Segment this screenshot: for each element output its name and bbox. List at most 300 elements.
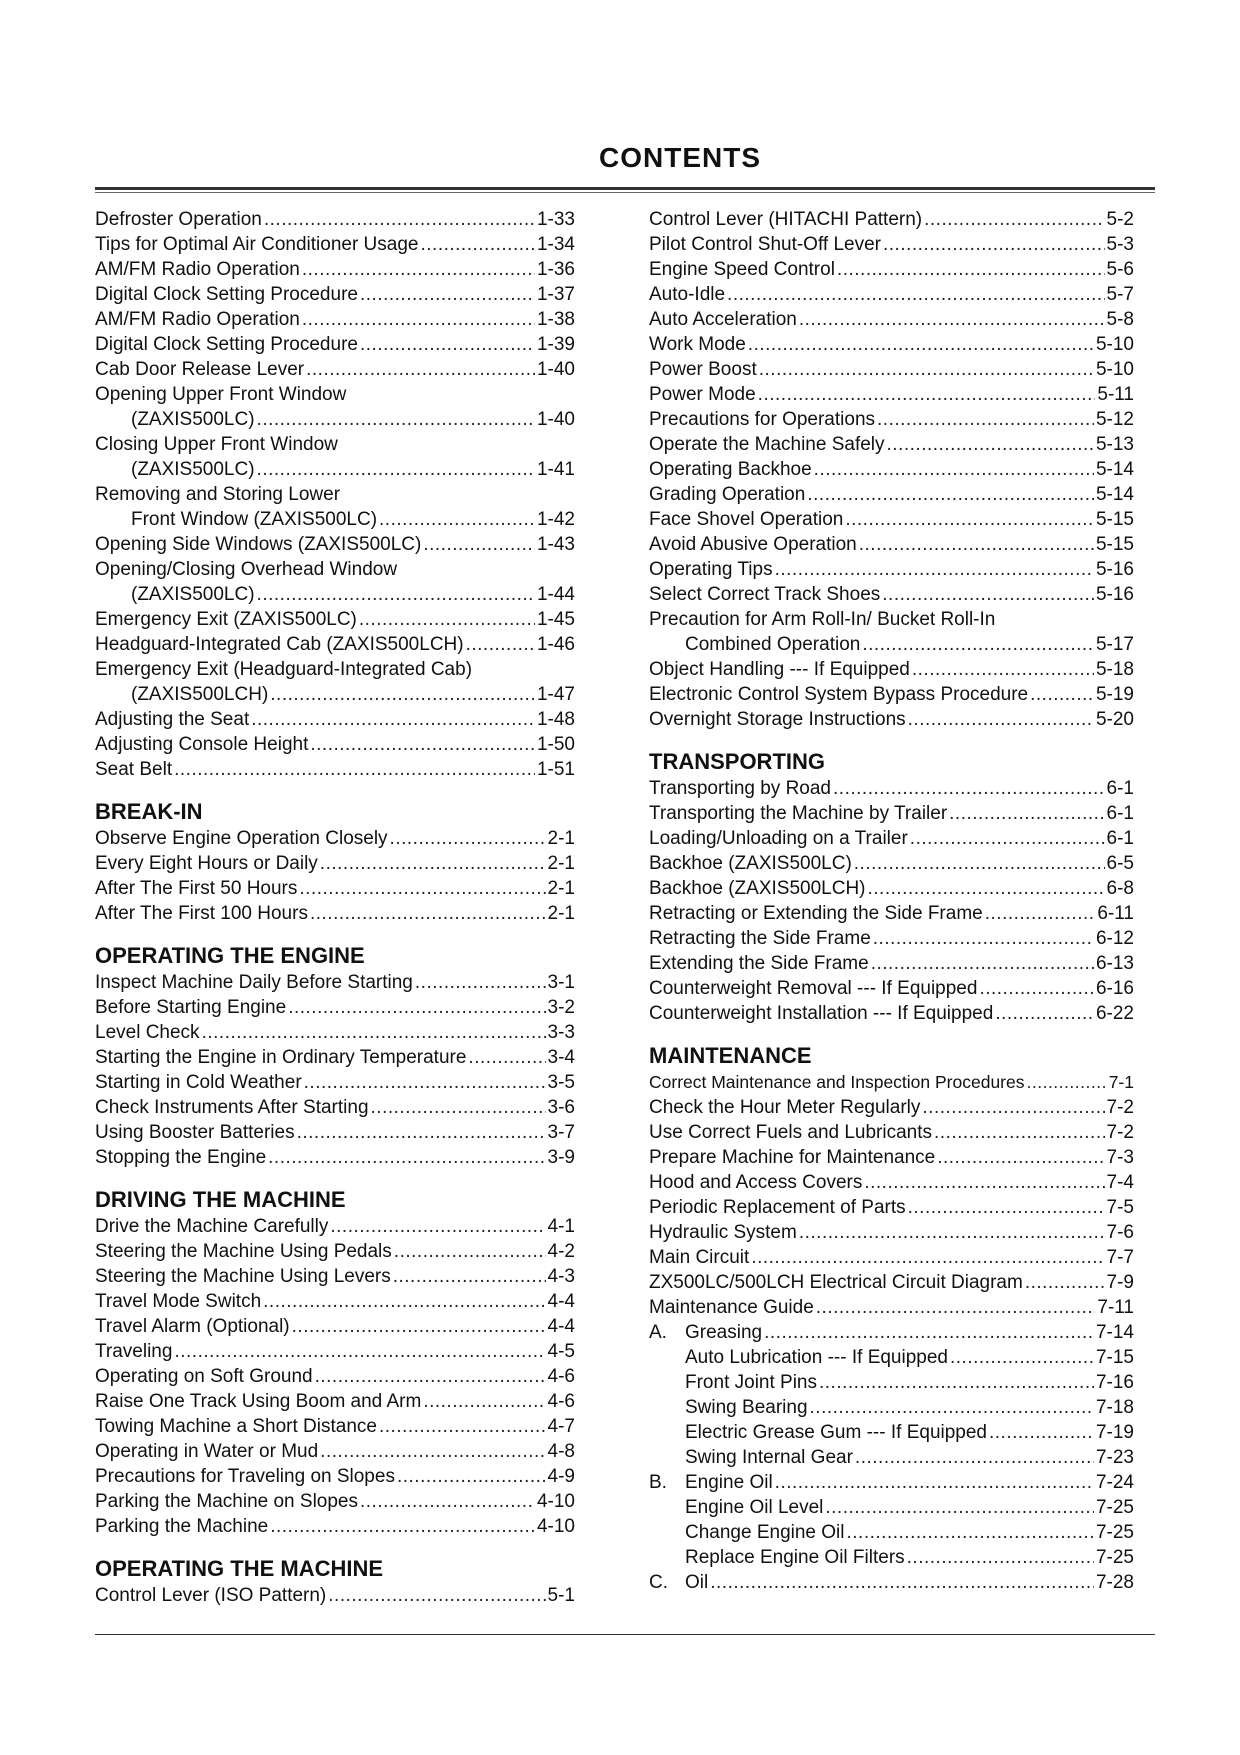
dot-leader	[751, 1245, 1104, 1270]
toc-entry[interactable]	[649, 282, 1134, 307]
toc-entry-title: Retracting the Side Frame	[649, 928, 871, 949]
toc-entry[interactable]	[649, 682, 1134, 707]
dot-leader	[304, 1070, 546, 1095]
toc-entry-title: Auto Acceleration	[649, 309, 797, 330]
toc-entry-title: AM/FM Radio Operation	[95, 259, 300, 280]
dot-leader	[302, 307, 535, 332]
toc-entry[interactable]	[649, 1095, 1134, 1120]
toc-entry-page: 1-39	[536, 334, 575, 355]
toc-entry-page: 7-25	[1095, 1522, 1134, 1543]
dot-leader	[854, 851, 1105, 876]
toc-entry-title: Backhoe (ZAXIS500LC)	[649, 853, 852, 874]
toc-entry-page: 4-6	[547, 1391, 575, 1412]
dot-leader	[748, 332, 1094, 357]
toc-entry[interactable]	[649, 457, 1134, 482]
toc-entry-title: Loading/Unloading on a Trailer	[649, 828, 908, 849]
bottom-rule	[95, 1634, 1155, 1635]
toc-entry-page: 7-16	[1095, 1372, 1134, 1393]
toc-entry-page: 7-11	[1097, 1297, 1134, 1318]
toc-entry-title: Operating on Soft Ground	[95, 1366, 313, 1387]
toc-entry-page: 5-6	[1106, 259, 1134, 280]
toc-entry[interactable]	[649, 1520, 1134, 1545]
dot-leader	[306, 357, 535, 382]
toc-entry-title: Starting in Cold Weather	[95, 1072, 302, 1093]
toc-entry[interactable]	[95, 1339, 575, 1364]
dot-leader	[320, 1439, 545, 1464]
toc-entry-page: 5-15	[1095, 534, 1134, 555]
toc-entry-title: Electric Grease Gum --- If Equipped	[685, 1422, 987, 1443]
toc-entry[interactable]	[649, 1245, 1134, 1270]
dot-leader	[845, 507, 1094, 532]
dot-leader	[825, 1495, 1094, 1520]
toc-entry[interactable]	[649, 257, 1134, 282]
dot-leader	[310, 901, 546, 926]
toc-entry[interactable]	[649, 1270, 1134, 1295]
toc-entry-title: Check the Hour Meter Regularly	[649, 1097, 921, 1118]
toc-entry[interactable]	[95, 970, 575, 995]
toc-entry-title: Face Shovel Operation	[649, 509, 844, 530]
toc-entry-page: 7-4	[1106, 1172, 1134, 1193]
dot-leader	[393, 1264, 546, 1289]
toc-entry-title: Work Mode	[649, 334, 746, 355]
toc-entry-page: 4-7	[547, 1416, 575, 1437]
dot-leader	[415, 970, 546, 995]
toc-entry-page: 3-5	[547, 1072, 575, 1093]
toc-entry-title: Power Boost	[649, 359, 757, 380]
toc-entry-title: Opening Side Windows (ZAXIS500LC)	[95, 534, 422, 555]
toc-entry-title: Control Lever (HITACHI Pattern)	[649, 209, 923, 230]
toc-entry[interactable]	[649, 1001, 1134, 1026]
toc-entry[interactable]	[95, 1389, 575, 1414]
toc-entry-page: 7-18	[1095, 1397, 1134, 1418]
dot-leader	[423, 532, 535, 557]
toc-entry[interactable]	[95, 607, 575, 632]
toc-entry[interactable]	[649, 1395, 1134, 1420]
toc-entry[interactable]	[95, 1583, 575, 1608]
toc-entry[interactable]	[649, 1470, 1134, 1495]
toc-entry-page: 6-13	[1095, 953, 1134, 974]
toc-entry-text	[649, 1570, 708, 1595]
dot-leader	[764, 1320, 1094, 1345]
toc-entry-page: 6-1	[1106, 778, 1134, 799]
toc-entry[interactable]	[95, 1214, 575, 1239]
toc-entry-title: Change Engine Oil	[685, 1522, 845, 1543]
toc-entry[interactable]	[649, 432, 1134, 457]
toc-entry[interactable]	[95, 307, 575, 332]
toc-entry-page: 7-6	[1106, 1222, 1134, 1243]
dot-leader	[270, 682, 535, 707]
toc-entry[interactable]	[649, 976, 1134, 1001]
toc-right-column	[649, 207, 1134, 1595]
dot-leader	[883, 232, 1105, 257]
toc-entry-title: Digital Clock Setting Procedure	[95, 334, 358, 355]
toc-entry-page: 5-14	[1095, 459, 1134, 480]
toc-entry[interactable]	[95, 1364, 575, 1389]
toc-entry[interactable]	[95, 995, 575, 1020]
toc-entry-title: (ZAXIS500LCH)	[131, 684, 269, 705]
dot-leader	[873, 926, 1094, 951]
toc-entry-title: Swing Bearing	[685, 1397, 808, 1418]
toc-entry[interactable]	[95, 826, 575, 851]
dot-leader	[468, 1045, 545, 1070]
toc-entry-letter: A.	[649, 1322, 667, 1343]
dot-leader	[1025, 1270, 1105, 1295]
toc-entry-page: 5-13	[1095, 434, 1134, 455]
toc-entry[interactable]	[649, 776, 1134, 801]
toc-entry[interactable]	[95, 1314, 575, 1339]
dot-leader	[807, 482, 1094, 507]
section-heading-transporting: TRANSPORTING	[649, 749, 825, 774]
toc-entry-title: Steering the Machine Using Levers	[95, 1266, 391, 1287]
toc-entry-title: Closing Upper Front Window	[95, 434, 338, 455]
toc-entry-title: Grading Operation	[649, 484, 806, 505]
toc-entry[interactable]	[95, 1439, 575, 1464]
dot-leader	[423, 1389, 545, 1414]
dot-leader	[328, 1583, 545, 1608]
toc-entry	[95, 482, 575, 507]
toc-entry[interactable]	[649, 876, 1134, 901]
dot-leader	[174, 1339, 545, 1364]
toc-entry[interactable]	[95, 582, 575, 607]
toc-entry[interactable]	[649, 801, 1134, 826]
toc-entry[interactable]	[95, 1289, 575, 1314]
toc-entry[interactable]	[649, 1545, 1134, 1570]
dot-leader	[359, 607, 535, 632]
toc-entry-title: Removing and Storing Lower	[95, 484, 341, 505]
toc-entry[interactable]	[95, 1070, 575, 1095]
toc-entry-title: Using Booster Batteries	[95, 1122, 295, 1143]
toc-entry[interactable]	[649, 657, 1134, 682]
toc-entry-page: 6-8	[1106, 878, 1134, 899]
dot-leader	[371, 1095, 546, 1120]
toc-entry-title: Operating in Water or Mud	[95, 1441, 319, 1462]
toc-entry[interactable]	[649, 582, 1134, 607]
toc-entry-page: 6-1	[1106, 803, 1134, 824]
toc-entry-page: 6-12	[1095, 928, 1134, 949]
toc-entry[interactable]	[95, 876, 575, 901]
toc-entry-title: Operating Tips	[649, 559, 773, 580]
dot-leader	[908, 707, 1094, 732]
toc-entry[interactable]	[649, 557, 1134, 582]
toc-entry	[649, 607, 1134, 632]
toc-entry-title: Raise One Track Using Boom and Arm	[95, 1391, 422, 1412]
toc-entry[interactable]	[95, 457, 575, 482]
toc-entry-title: Stopping the Engine	[95, 1147, 267, 1168]
toc-entry-title: After The First 100 Hours	[95, 903, 308, 924]
toc-entry-title: Parking the Machine on Slopes	[95, 1491, 358, 1512]
toc-entry[interactable]	[95, 901, 575, 926]
toc-entry[interactable]	[95, 1514, 575, 1539]
toc-entry-page: 3-2	[547, 997, 575, 1018]
toc-entry-page: 3-6	[547, 1097, 575, 1118]
toc-entry-title: Check Instruments After Starting	[95, 1097, 369, 1118]
dot-leader	[910, 826, 1105, 851]
toc-entry[interactable]	[95, 1120, 575, 1145]
toc-entry-page: 4-4	[547, 1291, 575, 1312]
toc-entry-text	[649, 1470, 773, 1495]
dot-leader	[985, 901, 1096, 926]
toc-entry-title: Cab Door Release Lever	[95, 359, 305, 380]
toc-entry-title: Headguard-Integrated Cab (ZAXIS500LCH)	[95, 634, 464, 655]
dot-leader	[299, 876, 545, 901]
toc-entry-page: 5-14	[1095, 484, 1134, 505]
toc-entry[interactable]	[95, 332, 575, 357]
toc-entry-page: 7-14	[1095, 1322, 1134, 1343]
toc-entry[interactable]	[95, 507, 575, 532]
dot-leader	[710, 1570, 1094, 1595]
toc-entry-page: 7-25	[1095, 1497, 1134, 1518]
toc-entry[interactable]	[649, 357, 1134, 382]
toc-entry[interactable]	[95, 632, 575, 657]
toc-entry[interactable]	[649, 1445, 1134, 1470]
toc-entry-title: Main Circuit	[649, 1247, 750, 1268]
toc-entry[interactable]	[649, 851, 1134, 876]
toc-entry-title: Overnight Storage Instructions	[649, 709, 906, 730]
section-heading-operating-the-machine: OPERATING THE MACHINE	[95, 1556, 384, 1581]
toc-entry-title: Inspect Machine Daily Before Starting	[95, 972, 413, 993]
toc-entry-title: Opening/Closing Overhead Window	[95, 559, 398, 580]
toc-entry-title: Precaution for Arm Roll-In/ Bucket Roll-In	[649, 609, 996, 630]
toc-entry-title: Avoid Abusive Operation	[649, 534, 857, 555]
dot-leader	[758, 382, 1096, 407]
toc-entry[interactable]	[649, 707, 1134, 732]
toc-entry-title: Hydraulic System	[649, 1222, 797, 1243]
toc-entry-page: 5-20	[1095, 709, 1134, 730]
toc-entry-page: 4-4	[547, 1316, 575, 1337]
toc-entry-title: Backhoe (ZAXIS500LCH)	[649, 878, 866, 899]
toc-left-column	[95, 207, 575, 1608]
dot-leader	[937, 1145, 1104, 1170]
toc-entry-page: 5-11	[1097, 384, 1134, 405]
toc-entry-title: Front Joint Pins	[685, 1372, 817, 1393]
toc-entry	[95, 432, 575, 457]
toc-entry	[95, 557, 575, 582]
dot-leader	[934, 1120, 1105, 1145]
toc-entry[interactable]	[649, 1345, 1134, 1370]
toc-entry-title: Auto-Idle	[649, 284, 726, 305]
toc-entry-title: Engine Speed Control	[649, 259, 835, 280]
toc-entry[interactable]	[649, 901, 1134, 926]
dot-leader	[864, 1170, 1104, 1195]
toc-entry[interactable]	[649, 1195, 1134, 1220]
toc-entry-page: 1-34	[536, 234, 575, 255]
toc-entry-page: 7-23	[1095, 1447, 1134, 1468]
toc-entry[interactable]	[649, 407, 1134, 432]
toc-entry-title: Select Correct Track Shoes	[649, 584, 881, 605]
toc-entry-page: 5-10	[1095, 334, 1134, 355]
toc-entry[interactable]	[649, 307, 1134, 332]
toc-entry[interactable]	[649, 1120, 1134, 1145]
toc-entry-title: Defroster Operation	[95, 209, 262, 230]
toc-entry[interactable]	[649, 207, 1134, 232]
toc-entry-title: Retracting or Extending the Side Frame	[649, 903, 983, 924]
dot-leader	[775, 1470, 1094, 1495]
toc-entry-page: 4-8	[547, 1441, 575, 1462]
toc-entry[interactable]	[649, 382, 1134, 407]
toc-entry[interactable]	[95, 1414, 575, 1439]
toc-entry[interactable]	[649, 332, 1134, 357]
toc-entry-title: Front Window (ZAXIS500LC)	[131, 509, 378, 530]
toc-entry-title: Opening Upper Front Window	[95, 384, 347, 405]
dot-leader	[310, 732, 535, 757]
dot-leader	[420, 232, 534, 257]
dot-leader	[379, 1414, 546, 1439]
toc-entry-page: 7-24	[1095, 1472, 1134, 1493]
toc-entry[interactable]	[649, 1570, 1134, 1595]
dot-leader	[1030, 682, 1094, 707]
toc-entry-page: 1-40	[536, 409, 575, 430]
toc-entry[interactable]	[95, 1045, 575, 1070]
toc-entry-title: AM/FM Radio Operation	[95, 309, 300, 330]
toc-entry-page: 1-45	[536, 609, 575, 630]
toc-entry-title: Hood and Access Covers	[649, 1172, 863, 1193]
toc-entry-page: 2-1	[547, 853, 575, 874]
toc-entry-page: 6-16	[1095, 978, 1134, 999]
dot-leader	[174, 757, 535, 782]
toc-entry[interactable]	[95, 1239, 575, 1264]
toc-entry-page: 3-4	[547, 1047, 575, 1068]
toc-entry-title: Periodic Replacement of Parts	[649, 1197, 906, 1218]
toc-entry-page: 4-2	[547, 1241, 575, 1262]
toc-entry-page: 6-5	[1106, 853, 1134, 874]
dot-leader	[819, 1370, 1094, 1395]
dot-leader	[950, 1345, 1094, 1370]
toc-entry-page: 5-15	[1095, 509, 1134, 530]
toc-entry[interactable]	[649, 232, 1134, 257]
toc-entry-page: 7-7	[1106, 1247, 1134, 1268]
toc-entry-page: 5-12	[1095, 409, 1134, 430]
dot-leader	[847, 1520, 1094, 1545]
toc-entry[interactable]	[649, 1170, 1134, 1195]
toc-entry[interactable]	[649, 951, 1134, 976]
dot-leader	[397, 1464, 546, 1489]
toc-entry-title: Digital Clock Setting Procedure	[95, 284, 358, 305]
dot-leader	[360, 332, 535, 357]
toc-entry[interactable]	[95, 1489, 575, 1514]
toc-entry[interactable]	[649, 1145, 1134, 1170]
toc-entry-title: Transporting by Road	[649, 778, 832, 799]
toc-entry[interactable]	[95, 232, 575, 257]
dot-leader	[264, 207, 535, 232]
toc-entry[interactable]	[649, 632, 1134, 657]
toc-entry[interactable]	[649, 482, 1134, 507]
toc-entry-page: 5-7	[1106, 284, 1134, 305]
toc-entry-title: (ZAXIS500LC)	[131, 584, 255, 605]
toc-entry-page: 3-1	[547, 972, 575, 993]
dot-leader	[775, 557, 1094, 582]
toc-entry-page: 5-17	[1095, 634, 1134, 655]
dot-leader	[390, 826, 546, 851]
dot-leader	[202, 1020, 546, 1045]
toc-entry[interactable]	[95, 851, 575, 876]
toc-entry[interactable]	[649, 1495, 1134, 1520]
dot-leader	[727, 282, 1104, 307]
toc-entry[interactable]	[95, 257, 575, 282]
toc-entry-page: 1-37	[536, 284, 575, 305]
toc-entry-page: 1-43	[536, 534, 575, 555]
toc-entry[interactable]	[95, 1264, 575, 1289]
toc-entry-page: 1-51	[536, 759, 575, 780]
toc-entry-page: 1-40	[536, 359, 575, 380]
toc-entry-title: ZX500LC/500LCH Electrical Circuit Diagram	[649, 1272, 1023, 1293]
dot-leader	[907, 1545, 1094, 1570]
toc-entry-letter: B.	[649, 1472, 667, 1493]
dot-leader	[263, 1289, 545, 1314]
toc-entry[interactable]	[649, 1420, 1134, 1445]
toc-entry-page: 1-47	[536, 684, 575, 705]
toc-entry-page: 5-8	[1106, 309, 1134, 330]
toc-entry[interactable]	[95, 532, 575, 557]
toc-entry-title: Steering the Machine Using Pedals	[95, 1241, 392, 1262]
toc-entry-title: Operating Backhoe	[649, 459, 812, 480]
toc-entry[interactable]	[649, 826, 1134, 851]
toc-entry[interactable]	[95, 357, 575, 382]
toc-entry[interactable]	[95, 282, 575, 307]
dot-leader	[1027, 1070, 1107, 1095]
toc-entry[interactable]	[95, 1464, 575, 1489]
toc-entry-page: 1-38	[536, 309, 575, 330]
toc-entry[interactable]	[95, 707, 575, 732]
toc-entry-title: Drive the Machine Carefully	[95, 1216, 329, 1237]
toc-entry-title: Greasing	[685, 1322, 763, 1343]
toc-entry-title: Oil	[685, 1572, 709, 1593]
toc-entry-title: Control Lever (ISO Pattern)	[95, 1585, 327, 1606]
toc-entry[interactable]	[95, 732, 575, 757]
toc-entry[interactable]	[649, 507, 1134, 532]
toc-entry-title: Traveling	[95, 1341, 173, 1362]
toc-entry[interactable]	[95, 1095, 575, 1120]
toc-entry[interactable]	[95, 1020, 575, 1045]
toc-entry[interactable]	[95, 757, 575, 782]
toc-entry-title: Travel Mode Switch	[95, 1291, 262, 1312]
toc-entry-page: 5-19	[1095, 684, 1134, 705]
toc-entry-title: Level Check	[95, 1022, 200, 1043]
toc-entry[interactable]	[649, 532, 1134, 557]
toc-entry-page: 5-10	[1095, 359, 1134, 380]
dot-leader	[379, 507, 535, 532]
toc-entry[interactable]	[649, 1220, 1134, 1245]
dot-leader	[912, 657, 1094, 682]
toc-entry[interactable]	[649, 1370, 1134, 1395]
toc-entry[interactable]	[649, 1070, 1134, 1095]
dot-leader	[292, 1314, 546, 1339]
toc-entry[interactable]	[649, 1295, 1134, 1320]
page-title: CONTENTS	[599, 142, 761, 173]
toc-entry-page: 1-48	[536, 709, 575, 730]
dot-leader	[394, 1239, 546, 1264]
dot-leader	[251, 707, 535, 732]
toc-entry-title: Precautions for Traveling on Slopes	[95, 1466, 395, 1487]
toc-entry[interactable]	[95, 407, 575, 432]
section-heading-maintenance: MAINTENANCE	[649, 1043, 812, 1068]
toc-entry-title: Seat Belt	[95, 759, 173, 780]
toc-entry-page: 5-3	[1106, 234, 1134, 255]
toc-entry-title: Pilot Control Shut-Off Lever	[649, 234, 881, 255]
dot-leader	[882, 582, 1094, 607]
dot-leader	[759, 357, 1094, 382]
toc-entry-page: 6-22	[1095, 1003, 1134, 1024]
toc-entry[interactable]	[649, 1320, 1134, 1345]
toc-entry-page: 5-1	[547, 1585, 575, 1606]
toc-entry-title: Electronic Control System Bypass Procedure	[649, 684, 1029, 705]
toc-entry-title: Engine Oil	[685, 1472, 773, 1493]
toc-entry-page: 5-16	[1095, 584, 1134, 605]
toc-entry[interactable]	[649, 926, 1134, 951]
toc-entry[interactable]	[95, 682, 575, 707]
toc-entry-title: Towing Machine a Short Distance	[95, 1416, 377, 1437]
toc-entry[interactable]	[95, 1145, 575, 1170]
toc-entry[interactable]	[95, 207, 575, 232]
